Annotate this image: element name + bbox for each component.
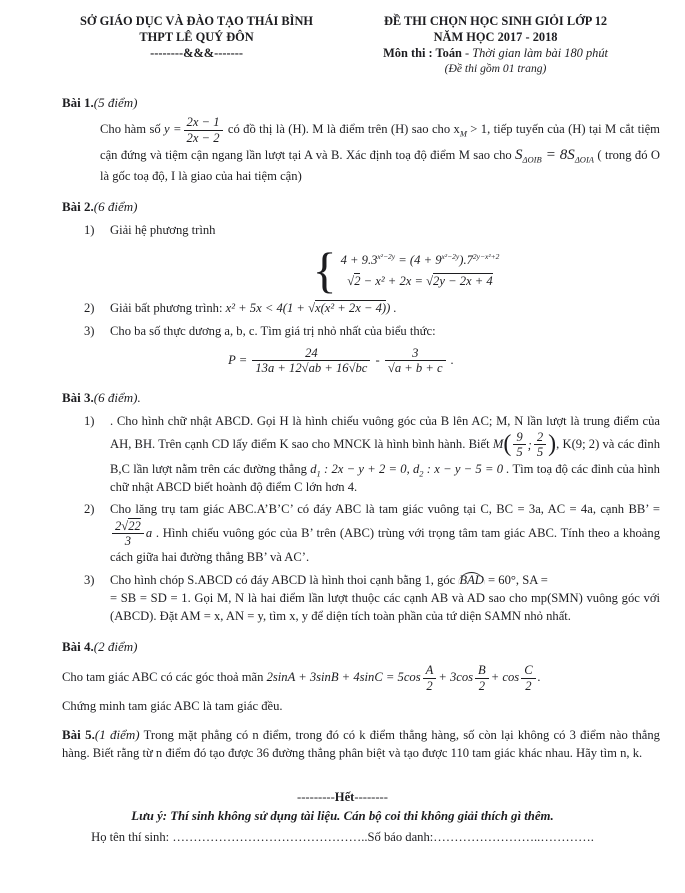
equals-8s: = 8S <box>541 147 575 164</box>
radicand: ab <box>308 361 322 376</box>
num-part: 2 <box>115 518 122 533</box>
d2-subscript: 2 <box>419 468 424 479</box>
d-symbol: d <box>310 461 317 476</box>
exam-title: ĐỀ THI CHỌN HỌC SINH GIỎI LỚP 12 <box>383 14 608 28</box>
denominator: 2 <box>525 678 532 693</box>
bai1-points: (5 điểm) <box>93 95 138 111</box>
bai1-text: > 1, tiếp tuyến của (H) tại M cắt tiệm cận đứng và tiệm cận ngang lần lượt tại A và B. Xác định toạ độ điểm M sao cho <box>100 122 660 163</box>
d1-subscript: 1 <box>316 468 321 479</box>
item-number: 3) <box>84 572 95 587</box>
bai1-label: Bài 1. <box>62 95 94 111</box>
eq1-exponent: x²−2y <box>441 251 460 261</box>
fraction <box>385 346 446 376</box>
item-text: Giải hệ phương trình <box>110 223 216 238</box>
bai1-problem <box>100 115 660 185</box>
line-d2 <box>412 461 510 479</box>
radical <box>308 300 386 315</box>
bai3-points: (6 điểm). <box>93 389 141 405</box>
header-divider: --------&&&------- <box>150 46 243 61</box>
bai3-label: Bài 3. <box>62 389 94 405</box>
denominator: 2 <box>426 678 433 693</box>
header-exam-block <box>331 13 660 76</box>
bai2-points: (6 điểm) <box>93 199 138 215</box>
bai5-text: Trong mặt phẳng có n điểm, trong đó có k điểm thẳng hàng, số còn lại không có 3 điểm nào thẳng hàng. Biết rằng từ n điểm đó tạo được 36 đường thẳng phân biệt và tạo được 110 tam giác khác nhau. Hãy tìm n, k. <box>62 727 660 761</box>
header <box>62 13 660 76</box>
denominator <box>252 361 370 375</box>
i1-text: K(9; 2) và các đỉnh B,C lần lượt nằm trên các đường thẳng <box>110 436 660 476</box>
bai4-points: (2 điểm) <box>93 639 138 655</box>
radicand: 22 <box>128 518 141 533</box>
i3-text: = SB = SD = 1. Gọi M, N là hai điểm lần lượt thuộc các cạnh AB và AD sao cho mp(SMN) vuông góc với (ABCD). Đặt AM = x, AN = y, tìm x, y để diện tích toàn phần của tứ diện SAMN nhỏ nhất. <box>110 590 660 624</box>
comma: , <box>556 436 560 451</box>
eq2-part: − x² + 2x = <box>360 273 427 288</box>
denominator: 5 <box>516 445 523 460</box>
radical <box>388 360 443 375</box>
radical <box>121 518 141 533</box>
numerator: 2 <box>534 430 546 445</box>
trig-part: + cos <box>490 670 520 685</box>
m-symbol: M <box>492 436 504 451</box>
denominator <box>385 361 446 375</box>
bai2-item2 <box>62 299 660 317</box>
radicand: 2y − 2x + 4 <box>433 273 493 288</box>
candidate-name-blank: ……………………………………….. <box>172 829 368 844</box>
i1-text: Tìm toạ độ các đỉnh của hình chữ nhật ABCD biết hoành độ điểm C lớn hơn 4. <box>110 461 660 495</box>
i3-text: Cho hình chóp S.ABCD có đáy ABCD là hình thoi cạnh bằng 1, góc <box>110 572 459 587</box>
coordinate-group <box>503 430 556 460</box>
item-number: 2) <box>84 502 95 517</box>
numerator: 2x − 1 <box>184 115 223 130</box>
item-text: Cho ba số thực dương a, b, c. Tìm giá trị nhỏ nhất của biểu thức: <box>110 323 436 338</box>
bai2-label: Bài 2. <box>62 199 94 215</box>
bai2-item3 <box>62 322 660 340</box>
numerator: 24 <box>252 346 370 361</box>
minus-sign: - <box>375 352 380 367</box>
p-expression <box>62 346 620 376</box>
fraction <box>184 115 223 145</box>
subject-label: Môn thi : Toán <box>383 46 462 61</box>
candidate-name-label: Họ tên thí sinh: <box>91 829 173 844</box>
fraction <box>112 519 144 549</box>
item-number: 1) <box>84 223 95 238</box>
section-title-bai1 <box>62 94 660 113</box>
period: . <box>450 352 454 367</box>
ineq-part: ) . <box>386 301 397 316</box>
dashes: -------- <box>354 790 388 804</box>
denominator: 3 <box>124 534 132 548</box>
bai1-text: có đồ thị là (H). M là điểm trên (H) sao cho x <box>227 122 460 137</box>
area-formula <box>515 147 594 165</box>
bai1-text: ( trong đó O là gốc toạ độ, I là giao của hai tiệm cận) <box>100 148 660 183</box>
duration-label: - Thời gian làm bài 180 phút <box>461 46 608 61</box>
eq1-part: = (4 + 9 <box>395 252 442 267</box>
item-number: 3) <box>84 323 95 338</box>
i2-text: Cho lăng trụ tam giác ABC.A’B’C’ có đáy ABC là tam giác vuông tại C, BC = 3a, AC = 4a, cạnh BB’ = <box>110 502 660 517</box>
eq1-part: 4 + 9.3 <box>340 252 378 267</box>
department-name: SỞ GIÁO DỤC VÀ ĐÀO TẠO THÁI BÌNH <box>80 14 314 28</box>
radicand: x(x² + 2x − 4) <box>314 301 387 316</box>
system-eq1 <box>341 251 500 269</box>
numerator: C <box>521 663 535 678</box>
radicand: a + b + c <box>394 361 443 376</box>
numerator: A <box>423 663 437 678</box>
den-part: 13a + 12 <box>255 361 302 376</box>
section-title-bai4 <box>62 638 660 657</box>
i1-text: . Cho hình chữ nhật ABCD. Gọi H là hình chiếu vuông góc của B lên AC; M, N lần lượt là trung điểm của AH, BH. Trên cạnh CD lấy điểm K sao cho MNCK là hình bình hành. Biết <box>110 413 660 451</box>
y-equals: y = <box>164 122 182 137</box>
bai5-label: Bài 5. <box>62 726 95 742</box>
footer <box>0 788 685 846</box>
line-d1 <box>310 461 410 479</box>
bai1-text: Cho hàm số <box>100 122 165 137</box>
bai3-item3 <box>62 571 660 626</box>
bai4-text: Cho tam giác ABC có các góc thoả mãn <box>62 670 267 685</box>
equation-system <box>152 245 660 295</box>
item-text <box>110 571 660 626</box>
eq1-exponent: 2y−x²+2 <box>472 251 500 261</box>
system-eq2 <box>341 272 500 290</box>
denominator: 5 <box>536 445 544 460</box>
d-symbol: d <box>412 461 420 476</box>
i3-text: = 60°, SA = <box>484 572 548 587</box>
item-text <box>110 412 660 497</box>
item2-lead: Giải bất phương trình: <box>110 301 226 316</box>
den-part: + 16 <box>321 361 349 376</box>
het-label: Hết <box>334 790 355 804</box>
bai2-item1 <box>62 221 660 239</box>
denominator: 2x − 2 <box>186 130 220 145</box>
radicand: 2 <box>354 273 361 288</box>
candidate-id-label: Số báo danh: <box>367 829 434 844</box>
fraction <box>423 663 437 693</box>
subscript-m: M <box>459 128 467 139</box>
period: . <box>537 670 541 685</box>
ineq-part: x² + 5x < 4(1 + <box>225 301 309 316</box>
trig-part: + 3cos <box>438 670 474 685</box>
numerator: 3 <box>385 346 446 361</box>
radical <box>347 273 360 288</box>
angle-bad: BAD <box>459 572 484 587</box>
p-formula <box>228 345 454 376</box>
radicand: bc <box>355 361 368 376</box>
p-equals: P = <box>228 352 248 367</box>
bai3-item1 <box>62 412 660 497</box>
bai3-item2 <box>62 500 660 566</box>
a-symbol: a <box>145 525 153 540</box>
end-marker <box>0 788 685 806</box>
trig-part: 2sinA + 3sinB + 4sinC = 5cos <box>266 670 421 685</box>
trig-equation <box>266 663 541 693</box>
s-symbol: S <box>515 147 523 164</box>
section-title-bai3 <box>62 389 660 408</box>
eq1-part: ).7 <box>459 252 473 267</box>
radical <box>349 360 368 375</box>
numerator: B <box>475 663 489 678</box>
bai5-points: (1 điểm) <box>94 726 140 742</box>
point-m <box>492 429 556 460</box>
triangle-oib: ΔOIB <box>522 154 542 165</box>
exam-note: Lưu ý: Thí sinh không sử dụng tài liệu. Cán bộ coi thi không giải thích gì thêm. <box>131 809 554 824</box>
radical <box>426 273 493 288</box>
section-title-bai2 <box>62 198 660 217</box>
numerator <box>112 519 144 534</box>
numerator: ( 9 <box>513 430 525 445</box>
inequality-formula <box>226 300 397 315</box>
item-number: 2) <box>84 301 95 316</box>
fraction <box>252 346 370 376</box>
candidate-info-line <box>0 828 685 846</box>
eq1-exponent: x²−2y <box>377 251 396 261</box>
separator: ; <box>527 437 532 452</box>
item-number: 1) <box>84 413 95 428</box>
fraction <box>521 663 535 693</box>
system-equations <box>341 248 500 294</box>
bai5-problem <box>62 726 660 763</box>
d1-equation: : 2x − y + 2 = 0, <box>320 461 410 476</box>
denominator: 2 <box>478 678 486 693</box>
fraction <box>475 663 489 693</box>
radical <box>302 360 322 375</box>
header-school-block <box>62 13 331 76</box>
subject-line <box>331 45 660 61</box>
dashes: --------- <box>297 790 335 804</box>
function-formula <box>164 115 224 145</box>
d2-equation: : x − y − 5 = 0 . <box>423 461 510 476</box>
bai4-conclusion: Chứng minh tam giác ABC là tam giác đều. <box>62 699 283 714</box>
fraction <box>513 430 525 460</box>
bai4-problem <box>62 663 660 693</box>
page-count-note: (Đề thi gồm 01 trang) <box>444 62 547 76</box>
school-year: NĂM HỌC 2017 - 2018 <box>433 30 558 45</box>
school-name: THPT LÊ QUÝ ĐÔN <box>139 30 254 45</box>
triangle-oia: ΔOIA <box>574 154 594 165</box>
system-brace <box>313 245 337 295</box>
bai4-label: Bài 4. <box>62 639 94 655</box>
i2-text: . Hình chiếu vuông góc của B’ trên (ABC) trùng với trọng tâm tam giác ABC. Tính theo a khoảng cách giữa hai đường thẳng BB’ và AC’. <box>110 525 660 565</box>
item-text <box>110 299 660 317</box>
fraction <box>534 430 546 460</box>
item-text <box>110 500 660 566</box>
candidate-id-blank: ……………………..…………. <box>433 829 594 844</box>
